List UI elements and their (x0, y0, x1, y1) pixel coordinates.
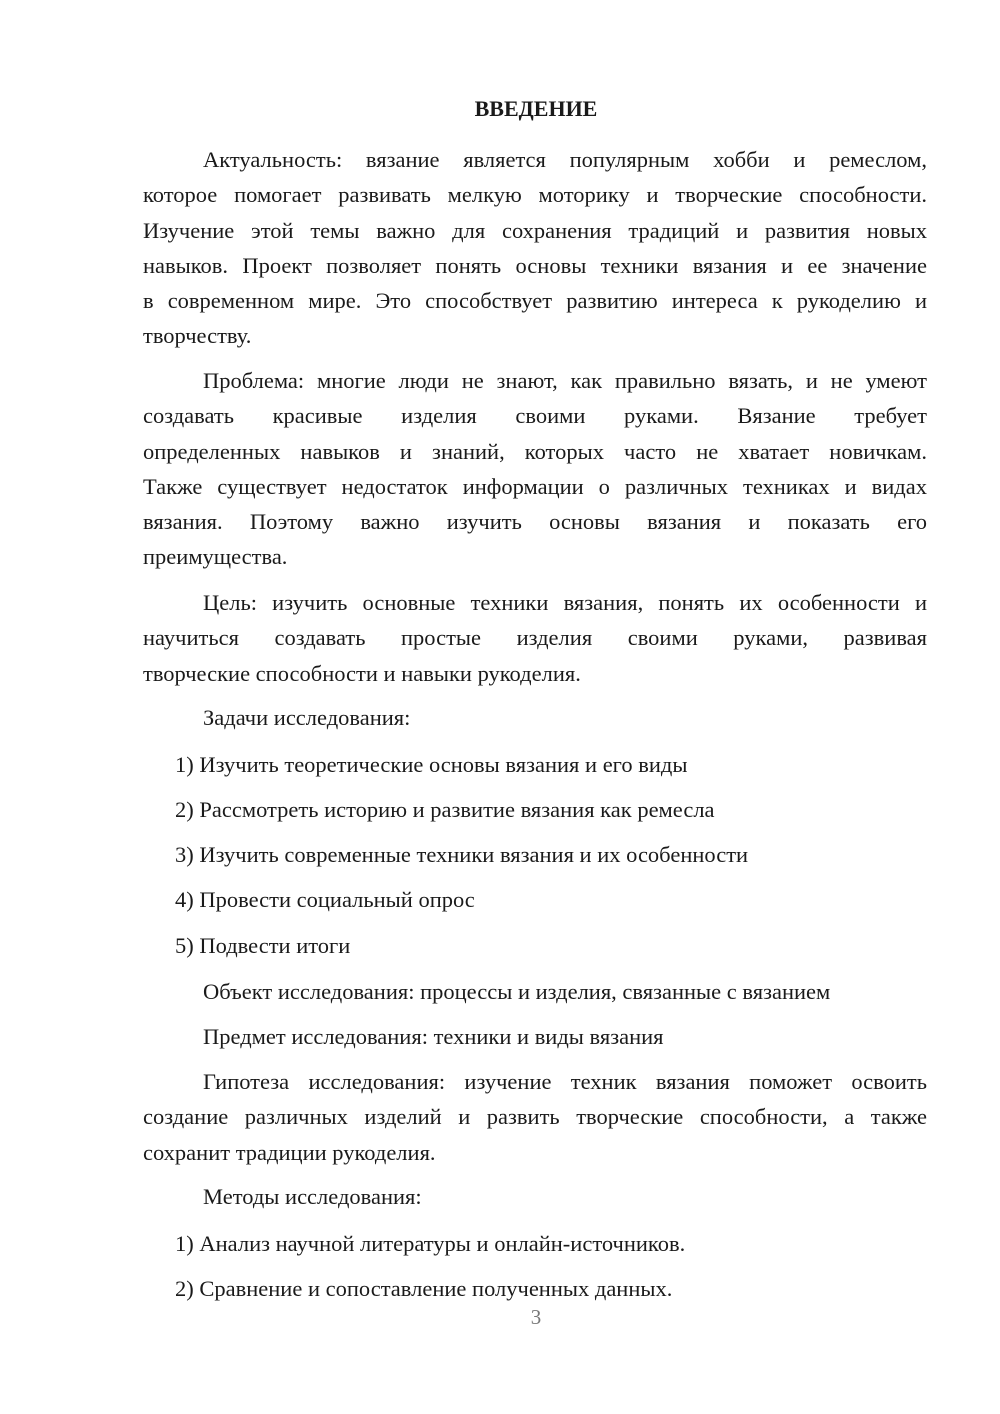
task-text: 3) Изучить современные техники вязания и их особенности (175, 842, 749, 867)
hypothesis-paragraph (143, 1064, 927, 1170)
task-item (143, 792, 927, 827)
method-item (143, 1226, 927, 1261)
tasks-heading (143, 700, 927, 735)
text-line: преимущества. (143, 544, 288, 570)
text-line: создание различных изделий и развить творческие способности, а также (143, 1104, 927, 1130)
methods-heading (143, 1179, 927, 1214)
text-line: Изучение этой темы важно для сохранения традиций и развития новых (143, 217, 927, 243)
method-text: 1) Анализ научной литературы и онлайн-источников. (175, 1231, 686, 1256)
relevance-paragraph (143, 142, 927, 354)
text-line: определенных навыков и знаний, которых часто не хватает новичкам. (143, 438, 927, 464)
subject-text: Предмет исследования: техники и виды вязания (203, 1024, 664, 1049)
task-text: 5) Подвести итоги (175, 933, 351, 958)
text-line: в современном мире. Это способствует развитию интереса к рукоделию и (143, 288, 927, 314)
object-paragraph (143, 974, 927, 1009)
text-line: научиться создавать простые изделия своими руками, развивая (143, 625, 927, 651)
text-line: Проблема: многие люди не знают, как правильно вязать, и не умеют (203, 368, 927, 393)
text-line: творческие способности и навыки рукоделия. (143, 660, 581, 686)
method-text: 2) Сравнение и сопоставление полученных данных. (175, 1276, 673, 1301)
text-line: Актуальность: вязание является популярным хобби и ремеслом, (203, 147, 927, 172)
text-line: творчеству. (143, 323, 252, 349)
page-title: ВВЕДЕНИЕ (474, 96, 598, 121)
task-item (143, 747, 927, 782)
task-text: 2) Рассмотреть историю и развитие вязания как ремесла (175, 797, 715, 822)
text-line: вязания. Поэтому важно изучить основы вязания и показать его (143, 509, 927, 535)
problem-paragraph (143, 363, 927, 575)
tasks-heading-text: Задачи исследования: (203, 705, 411, 730)
text-line: Цель: изучить основные техники вязания, понять их особенности и (203, 590, 927, 615)
task-item (143, 928, 927, 963)
text-line: создавать красивые изделия своими руками. Вязание требует (143, 403, 927, 429)
task-item (143, 882, 927, 917)
object-text: Объект исследования: процессы и изделия, связанные с вязанием (203, 979, 831, 1004)
goal-paragraph (143, 585, 927, 691)
page-number: 3 (530, 1305, 542, 1329)
method-item (143, 1271, 927, 1306)
task-item (143, 837, 927, 872)
text-line: которое помогает развивать мелкую моторику и творческие способности. (143, 182, 927, 208)
task-text: 1) Изучить теоретические основы вязания и его виды (175, 752, 688, 777)
text-line: Гипотеза исследования: изучение техник вязания поможет освоить (203, 1069, 927, 1094)
text-line: сохранит традиции рукоделия. (143, 1139, 436, 1165)
task-text: 4) Провести социальный опрос (175, 887, 475, 912)
text-line: Также существует недостаток информации о различных техниках и видах (143, 473, 927, 499)
text-line: навыков. Проект позволяет понять основы техники вязания и ее значение (143, 252, 927, 278)
subject-paragraph (143, 1019, 927, 1054)
methods-heading-text: Методы исследования: (203, 1184, 422, 1209)
